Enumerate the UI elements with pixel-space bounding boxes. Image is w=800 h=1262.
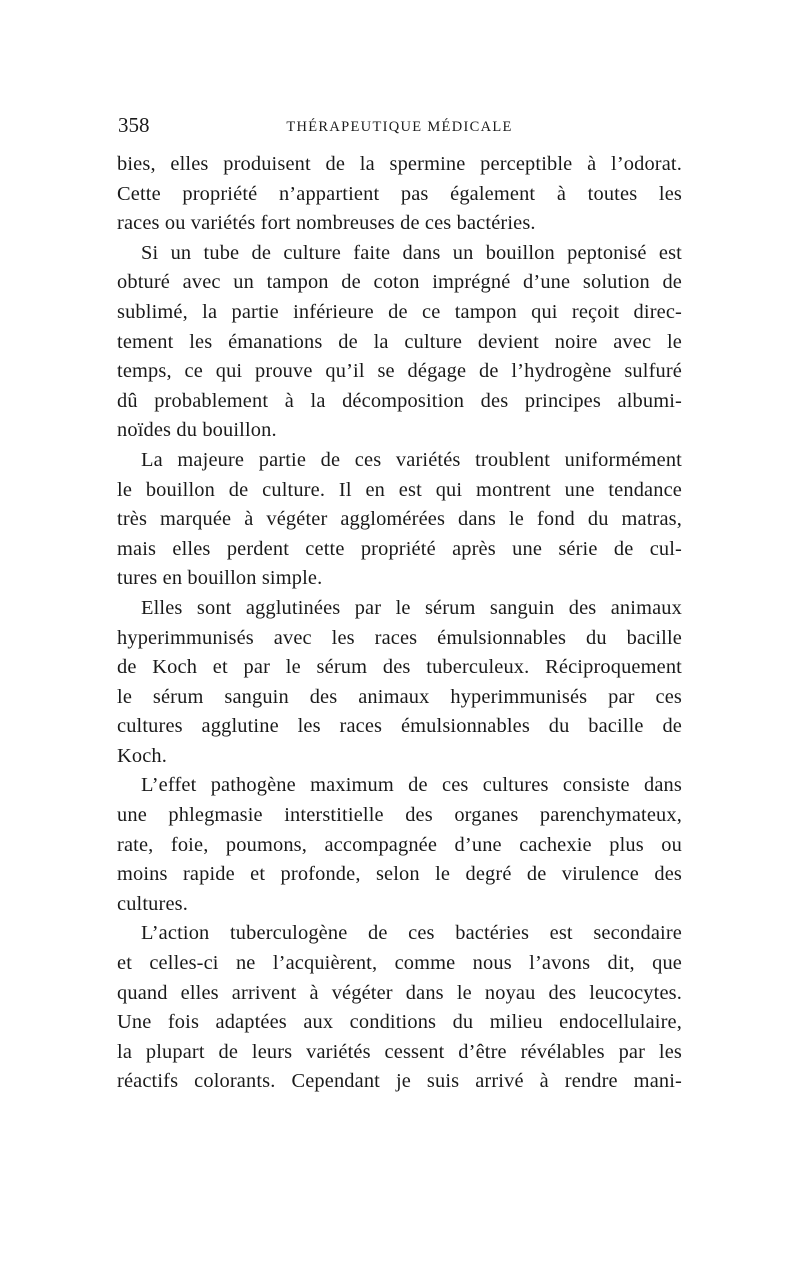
book-page [117, 112, 682, 1097]
text-line: tures en bouillon simple. [117, 567, 323, 590]
body-text [117, 150, 682, 1097]
text-line: rate, foie, poumons, accompagnée d’une cachexie plus ou [117, 833, 682, 856]
running-head [117, 112, 682, 138]
text-line: et celles-ci ne l’acquièrent, comme nous l’avons dit, que [117, 952, 682, 975]
text-line: L’effet pathogène maximum de ces cultures consiste dans [141, 774, 682, 797]
text-line: sublimé, la partie inférieure de ce tampon qui reçoit direc- [117, 300, 682, 323]
text-line: la plupart de leurs variétés cessent d’être révélables par les [117, 1040, 682, 1063]
text-line: de Koch et par le sérum des tuberculeux. Réciproquement [117, 656, 682, 679]
text-line: réactifs colorants. Cependant je suis arrivé à rendre mani- [117, 1070, 682, 1093]
text-line: cultures. [117, 892, 188, 915]
text-line: le sérum sanguin des animaux hyperimmunisés par ces [117, 685, 682, 708]
text-line: races ou variétés fort nombreuses de ces bactéries. [117, 212, 536, 235]
text-line: Si un tube de culture faite dans un bouillon peptonisé est [141, 241, 682, 264]
text-line: très marquée à végéter agglomérées dans le fond du matras, [117, 508, 682, 531]
text-line: tement les émanations de la culture devient noire avec le [117, 330, 682, 353]
text-line: noïdes du bouillon. [117, 419, 277, 442]
text-line: le bouillon de culture. Il en est qui montrent une tendance [117, 478, 682, 501]
text-line: La majeure partie de ces variétés troublent uniformément [141, 448, 682, 471]
text-line: Elles sont agglutinées par le sérum sanguin des animaux [141, 596, 682, 619]
text-line: L’action tuberculogène de ces bactéries est secondaire [141, 922, 682, 945]
text-line: bies, elles produisent de la spermine perceptible à l’odorat. [117, 153, 682, 175]
text-line: moins rapide et profonde, selon le degré de virulence des [117, 863, 682, 886]
text-line: quand elles arrivent à végéter dans le noyau des leucocytes. [117, 981, 682, 1004]
text-line: Koch. [117, 744, 168, 767]
text-line: obturé avec un tampon de coton imprégné d’une solution de [117, 271, 682, 294]
text-line: Une fois adaptées aux conditions du milieu endocellulaire, [117, 1011, 682, 1034]
text-line: une phlegmasie interstitielle des organes parenchymateux, [117, 804, 682, 827]
text-line: cultures agglutine les races émulsionnables du bacille de [117, 715, 682, 738]
running-title: THÉRAPEUTIQUE MÉDICALE [286, 119, 513, 135]
text-line: Cette propriété n’appartient pas également à toutes les [117, 182, 682, 205]
text-line: dû probablement à la décomposition des principes albumi- [117, 389, 682, 412]
text-line: hyperimmunisés avec les races émulsionnables du bacille [117, 626, 682, 649]
text-line: mais elles perdent cette propriété après une série de cul- [117, 537, 682, 560]
text-line: temps, ce qui prouve qu’il se dégage de l’hydrogène sulfuré [117, 360, 682, 383]
page-number: 358 [118, 113, 150, 137]
